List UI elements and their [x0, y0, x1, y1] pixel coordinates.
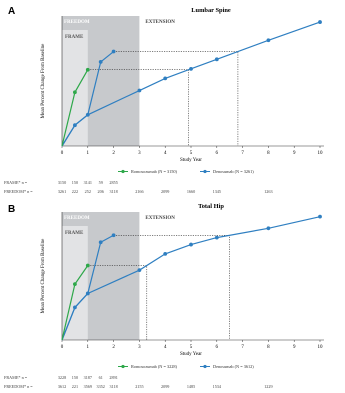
data-point	[112, 233, 116, 237]
legend	[118, 364, 254, 369]
x-tick-label: 6	[215, 151, 219, 156]
data-point	[73, 282, 77, 286]
x-axis-title: Study Year	[180, 158, 202, 163]
frame-n-value: 2891	[109, 375, 118, 380]
freedom-n-value: 206	[97, 189, 104, 194]
data-point	[73, 123, 77, 127]
x-tick-label: 10	[317, 345, 323, 350]
frame-n-value: 2855	[109, 180, 118, 185]
frame-n-value: 3187	[83, 375, 92, 380]
frame-region-label: FRAME	[65, 35, 84, 40]
legend-label: Denosumab (N = 3261)	[213, 169, 254, 174]
x-tick-label: 5	[189, 345, 193, 350]
extension-region-label: EXTENSION	[145, 20, 175, 25]
data-point	[99, 60, 103, 64]
x-tick-label: 4	[163, 345, 167, 350]
x-tick-label: 9	[292, 345, 296, 350]
x-tick-label: 2	[112, 345, 115, 350]
freedom-n-value: 252	[84, 189, 91, 194]
data-point	[73, 90, 77, 94]
freedom-n-value: 1660	[186, 189, 196, 194]
legend-label: Romosozumab (N = 3228)	[131, 364, 177, 369]
data-point	[163, 77, 167, 81]
frame-n-value: 59	[98, 180, 103, 185]
extension-region-label: EXTENSION	[145, 216, 175, 221]
freedom-n-value: 3612	[57, 384, 67, 389]
data-point	[112, 50, 116, 54]
x-tick-label: 7	[241, 345, 244, 350]
freedom-n-label: FREEDOM* n =	[4, 189, 33, 194]
freedom-n-label: FREEDOM* n =	[4, 384, 33, 389]
data-point	[189, 243, 193, 247]
data-point	[215, 57, 219, 61]
freedom-n-value: 1534	[212, 384, 221, 389]
x-tick-label: 6	[215, 345, 219, 350]
freedom-n-value: 3352	[96, 384, 105, 389]
freedom-n-value: 3118	[109, 189, 118, 194]
x-tick-label: 4	[163, 151, 167, 156]
frame-n-value: 3141	[83, 180, 92, 185]
circle-marker-icon	[203, 365, 206, 368]
data-point	[215, 236, 219, 240]
freedom-region-label: FREEDOM	[64, 216, 90, 221]
freedom-n-value: 2099	[161, 384, 170, 389]
x-tick-label: 3	[138, 151, 141, 156]
data-point	[138, 89, 142, 93]
x-tick-label: 0	[60, 151, 64, 156]
panel-letter: B	[8, 204, 16, 215]
panel-letter: A	[8, 6, 16, 17]
y-axis-title: Mean Percent Change From Baseline	[41, 43, 46, 119]
frame-n-value: 150	[71, 180, 79, 185]
data-point	[163, 252, 167, 256]
data-point	[138, 268, 142, 272]
y-axis-title: Mean Percent Change From Baseline	[41, 238, 46, 314]
circle-marker-icon	[121, 365, 124, 368]
data-point	[86, 68, 90, 72]
data-point	[267, 226, 271, 230]
freedom-n-value: 222	[71, 189, 79, 194]
freedom-n-value: 1485	[186, 384, 196, 389]
freedom-region-label: FREEDOM	[64, 20, 90, 25]
legend	[118, 169, 254, 174]
x-tick-label: 10	[317, 151, 323, 156]
x-tick-label: 7	[241, 151, 244, 156]
x-tick-label: 1	[86, 345, 90, 350]
frame-n-value: 3228	[57, 375, 67, 380]
circle-marker-icon	[121, 170, 124, 173]
panel-a	[4, 6, 324, 194]
frame-n-value: 3150	[57, 180, 67, 185]
circle-marker-icon	[203, 170, 206, 173]
x-tick-label: 9	[292, 151, 296, 156]
panel-b	[4, 203, 324, 389]
freedom-n-value: 1263	[264, 189, 273, 194]
data-point	[86, 113, 90, 117]
x-tick-label: 0	[60, 345, 64, 350]
x-tick-label: 3	[138, 345, 141, 350]
x-axis-title: Study Year	[180, 352, 202, 357]
data-point	[189, 67, 193, 71]
data-point	[86, 292, 90, 296]
frame-region-label: FRAME	[65, 231, 84, 236]
freedom-n-value: 1345	[212, 189, 221, 194]
x-tick-label: 2	[112, 151, 115, 156]
data-point	[86, 264, 90, 268]
frame-n-value: 61	[98, 375, 103, 380]
x-tick-label: 8	[267, 345, 270, 350]
freedom-n-value: 3118	[109, 384, 118, 389]
data-point	[318, 215, 322, 219]
data-point	[99, 240, 103, 244]
freedom-n-value: 221	[71, 384, 79, 389]
legend-label: Romosozumab (N = 3150)	[131, 169, 177, 174]
x-tick-label: 1	[86, 151, 90, 156]
frame-n-label: FRAME* n =	[4, 180, 28, 185]
panel-title: Total Hip	[198, 203, 224, 210]
freedom-n-value: 3569	[83, 384, 92, 389]
legend-label: Denosumab (N = 3612)	[213, 364, 254, 369]
panel-title: Lumbar Spine	[191, 7, 231, 14]
x-tick-label: 5	[189, 151, 193, 156]
freedom-n-value: 2099	[161, 189, 170, 194]
freedom-n-value: 2155	[135, 384, 144, 389]
data-point	[318, 20, 322, 24]
data-point	[73, 306, 77, 310]
freedom-n-value: 3261	[57, 189, 67, 194]
freedom-n-value: 2166	[135, 189, 144, 194]
frame-n-value: 150	[71, 375, 79, 380]
frame-n-label: FRAME* n =	[4, 375, 28, 380]
data-point	[267, 38, 271, 42]
freedom-n-value: 1229	[264, 384, 273, 389]
x-tick-label: 8	[267, 151, 270, 156]
